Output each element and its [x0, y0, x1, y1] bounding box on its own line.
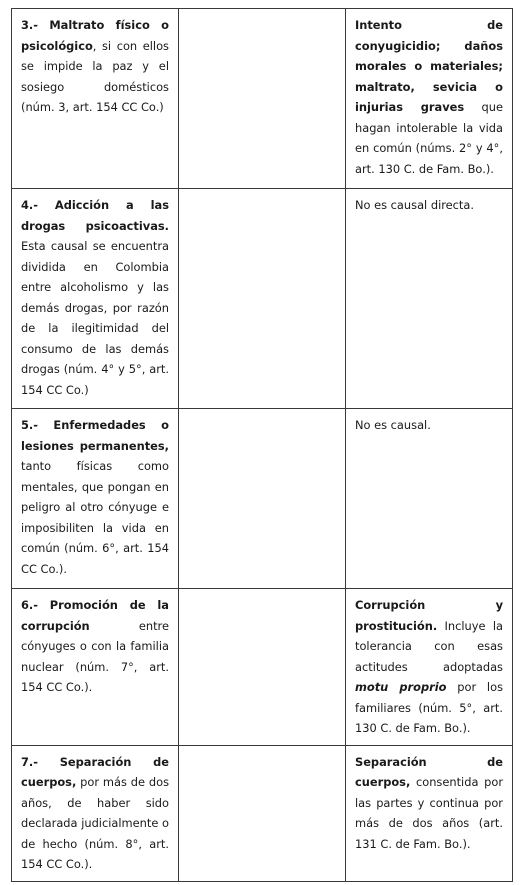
bolivia-cell: [346, 745, 513, 881]
causal-title: 7.- Separación de cuerpos,: [21, 754, 169, 789]
colombia-cell: [12, 9, 179, 189]
causal-text: Esta causal se encuentra dividida en Colombia entre alcoholismo y las demás drogas, por razón de la ilegitimidad del consumo de las demás drogas (núm. 4° y 5°, art. 154 CC Co.): [21, 239, 169, 397]
causal-title: Corrupción y prostitución.: [355, 598, 503, 633]
empty-cell: [179, 589, 346, 746]
causal-text: que hagan intolerable la vida en común (núms. 2° y 4°, art. 130 C. de Fam. Bo.).: [355, 100, 503, 176]
causal-title: 6.- Promoción de la corrupción: [21, 598, 169, 633]
colombia-cell: [12, 409, 179, 589]
causal-title: 4.- Adicción a las drogas psicoactivas.: [21, 198, 169, 233]
colombia-cell: [12, 745, 179, 881]
colombia-cell: [12, 189, 179, 409]
table-row: [12, 589, 513, 746]
bolivia-cell: [346, 9, 513, 189]
causal-text: No es causal directa.: [355, 198, 475, 212]
table-row: [12, 409, 513, 589]
causal-text: , si con ellos se impide la paz y el sosiego domésticos (núm. 3, art. 154 CC Co.): [21, 38, 169, 114]
empty-cell: [179, 189, 346, 409]
causal-title: Intento de conyugicidio; daños morales o materiales; maltrato, sevicia o injurias graves: [355, 18, 503, 114]
causal-text: No es causal.: [355, 418, 431, 432]
bolivia-cell: [346, 189, 513, 409]
bolivia-cell: [346, 409, 513, 589]
colombia-cell: [12, 589, 179, 746]
causal-text: tanto físicas como mentales, que pongan en peligro al otro cónyuge e imposibiliten la vida en común (núm. 6°, art. 154 CC Co.).: [21, 459, 169, 576]
latin-phrase: motu proprio: [355, 680, 447, 694]
empty-cell: [179, 9, 346, 189]
comparison-table: [11, 8, 513, 882]
causal-title: 5.- Enfermedades o lesiones permanentes,: [21, 418, 169, 453]
causal-title: 3.- Maltrato físico o psicológico: [21, 18, 169, 53]
table-row: [12, 9, 513, 189]
empty-cell: [179, 409, 346, 589]
empty-cell: [179, 745, 346, 881]
table-row: [12, 745, 513, 881]
causal-title: Separación de cuerpos,: [355, 754, 503, 789]
causal-text: por los familiares (núm. 5°, art. 130 C. de Fam. Bo.).: [355, 680, 503, 735]
table-row: [12, 189, 513, 409]
causal-text: por más de dos años, de haber sido declarada judicialmente o de hecho (núm. 8°, art. 154 CC Co.).: [21, 775, 169, 871]
bolivia-cell: [346, 589, 513, 746]
causal-text: consentida por las partes y continua por más de dos años (art. 131 C. de Fam. Bo.).: [355, 775, 503, 851]
causal-text: entre cónyuges o con la familia nuclear (núm. 7°, art. 154 CC Co.).: [21, 618, 169, 694]
causal-text: Incluye la tolerancia con esas actitudes adoptadas: [355, 618, 503, 674]
